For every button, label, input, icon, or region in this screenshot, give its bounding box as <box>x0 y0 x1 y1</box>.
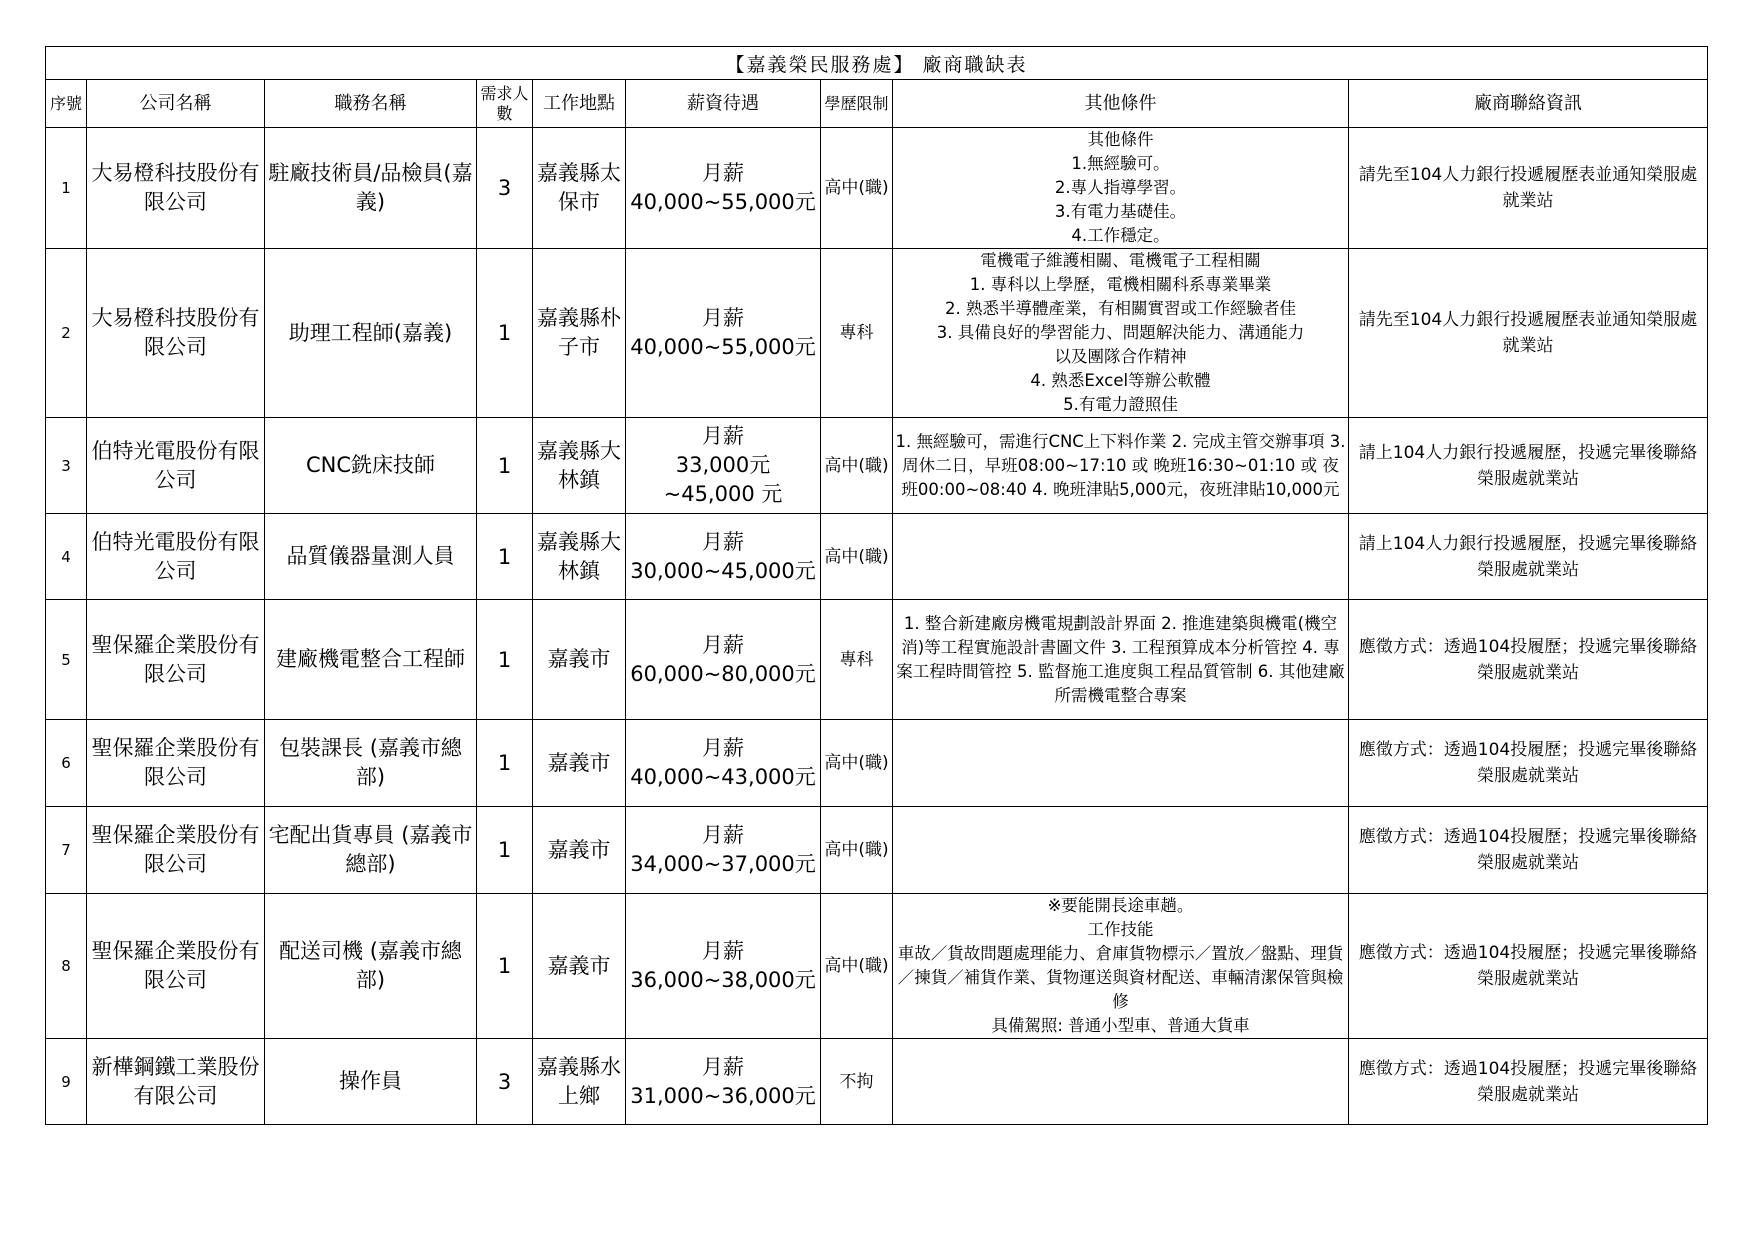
table-header-row <box>46 80 1708 128</box>
row-education: 高中(職) <box>821 720 893 807</box>
row-salary <box>626 894 821 1039</box>
table-row <box>46 514 1708 600</box>
header-education: 學歷限制 <box>821 80 893 128</box>
salary-type: 月薪 <box>702 529 744 554</box>
row-job-title: 品質儀器量測人員 <box>265 514 477 600</box>
row-location: 嘉義市 <box>533 807 626 894</box>
header-salary: 薪資待遇 <box>626 80 821 128</box>
row-conditions <box>893 894 1349 1039</box>
row-conditions <box>893 514 1349 600</box>
row-seq: 1 <box>46 128 87 249</box>
row-conditions <box>893 720 1349 807</box>
row-seq: 8 <box>46 894 87 1039</box>
table-row <box>46 600 1708 720</box>
condition-line: ※要能開長途車趟。 <box>1047 896 1194 915</box>
table-row <box>46 1039 1708 1125</box>
table-row <box>46 894 1708 1039</box>
row-education: 專科 <box>821 600 893 720</box>
row-job-title: 建廠機電整合工程師 <box>265 600 477 720</box>
row-salary <box>626 600 821 720</box>
salary-range: 40,000~55,000元 <box>630 335 816 359</box>
row-location: 嘉義縣朴子市 <box>533 249 626 418</box>
row-contact-info: 應徵方式：透過104投履歷；投遞完畢後聯絡榮服處就業站 <box>1349 894 1708 1039</box>
row-company: 聖保羅企業股份有限公司 <box>87 807 265 894</box>
row-education: 高中(職) <box>821 514 893 600</box>
row-contact-info: 應徵方式：透過104投履歷；投遞完畢後聯絡榮服處就業站 <box>1349 807 1708 894</box>
row-company: 大易橙科技股份有限公司 <box>87 249 265 418</box>
row-seq: 6 <box>46 720 87 807</box>
row-education: 高中(職) <box>821 894 893 1039</box>
salary-range: 36,000~38,000元 <box>630 968 816 992</box>
row-education: 專科 <box>821 249 893 418</box>
condition-line: 車故／貨故問題處理能力、倉庫貨物標示／置放／盤點、理貨／揀貨／補貨作業、貨物運送與資材配送、車輛清潔保管與檢修 <box>897 944 1344 1011</box>
row-headcount: 1 <box>477 600 533 720</box>
row-contact-info: 請先至104人力銀行投遞履歷表並通知榮服處就業站 <box>1349 249 1708 418</box>
salary-type: 月薪 <box>702 424 744 448</box>
row-seq: 2 <box>46 249 87 418</box>
condition-line: 1.無經驗可。 <box>1071 154 1170 173</box>
condition-line: 1. 整合新建廠房機電規劃設計界面 2. 推進建築與機電(機空消)等工程實施設計書圖文件 3. 工程預算成本分析管控 4. 專案工程時間管控 5. 監督施工進度與工程品質管制 6. 其他建廠所需機電整合專案 <box>896 613 1345 705</box>
row-conditions <box>893 807 1349 894</box>
table-row <box>46 418 1708 514</box>
salary-type: 月薪 <box>702 632 744 657</box>
row-conditions <box>893 128 1349 249</box>
row-salary <box>626 720 821 807</box>
sheet-title: 【嘉義榮民服務處】 廠商職缺表 <box>46 47 1708 80</box>
salary-type: 月薪 <box>702 939 744 963</box>
row-company: 聖保羅企業股份有限公司 <box>87 720 265 807</box>
row-seq: 4 <box>46 514 87 600</box>
row-education: 高中(職) <box>821 128 893 249</box>
table-row <box>46 807 1708 894</box>
salary-range: 60,000~80,000元 <box>630 661 816 686</box>
row-conditions <box>893 1039 1349 1125</box>
row-headcount: 1 <box>477 418 533 514</box>
row-education: 不拘 <box>821 1039 893 1125</box>
salary-range: 40,000~55,000元 <box>630 190 816 214</box>
row-salary <box>626 128 821 249</box>
condition-line: 5.有電力證照佳 <box>1063 395 1178 414</box>
row-contact-info: 請上104人力銀行投遞履歷，投遞完畢後聯絡榮服處就業站 <box>1349 418 1708 514</box>
condition-line: 2.專人指導學習。 <box>1054 178 1187 197</box>
row-company: 大易橙科技股份有限公司 <box>87 128 265 249</box>
condition-line: 3.有電力基礎佳。 <box>1054 202 1187 221</box>
row-headcount: 1 <box>477 514 533 600</box>
table-row <box>46 720 1708 807</box>
row-conditions <box>893 249 1349 418</box>
row-job-title: 操作員 <box>265 1039 477 1125</box>
table-row <box>46 128 1708 249</box>
salary-type: 月薪 <box>702 1054 744 1079</box>
salary-type: 月薪 <box>702 736 744 760</box>
row-job-title: 宅配出貨專員 (嘉義市總部) <box>265 807 477 894</box>
condition-line: 具備駕照: 普通小型車、普通大貨車 <box>991 1016 1250 1035</box>
salary-type: 月薪 <box>702 306 744 330</box>
condition-line: 以及團隊合作精神 <box>1054 347 1187 366</box>
row-conditions <box>893 600 1349 720</box>
header-count: 需求人數 <box>477 80 533 128</box>
condition-line: 4.工作穩定。 <box>1071 226 1170 245</box>
condition-line: 2. 熟悉半導體產業，有相關實習或工作經驗者佳 <box>945 299 1296 318</box>
row-location: 嘉義縣水上鄉 <box>533 1039 626 1125</box>
salary-range: 30,000~45,000元 <box>630 558 816 583</box>
row-salary <box>626 807 821 894</box>
row-headcount: 1 <box>477 807 533 894</box>
condition-line: 1. 專科以上學歷，電機相關科系專業畢業 <box>969 275 1272 294</box>
condition-line: 4. 熟悉Excel等辦公軟體 <box>1030 371 1211 390</box>
row-education: 高中(職) <box>821 418 893 514</box>
condition-line: 其他條件 <box>1087 130 1154 149</box>
row-headcount: 3 <box>477 1039 533 1125</box>
condition-line: 1. 無經驗可，需進行CNC上下料作業 2. 完成主管交辦事項 3. 周休二日，早班08:00~17:10 或 晚班16:30~01:10 或 夜班00:00~08:40 4. 晚班津貼5,000元，夜班津貼10,000元 <box>895 431 1346 499</box>
salary-type: 月薪 <box>702 823 744 847</box>
salary-range: 33,000元 ~45,000 元 <box>663 453 783 506</box>
row-location: 嘉義市 <box>533 600 626 720</box>
table-row <box>46 249 1708 418</box>
row-job-title: 配送司機 (嘉義市總部) <box>265 894 477 1039</box>
row-location: 嘉義縣大林鎮 <box>533 514 626 600</box>
salary-range: 34,000~37,000元 <box>630 852 816 876</box>
row-headcount: 1 <box>477 249 533 418</box>
row-job-title: CNC銑床技師 <box>265 418 477 514</box>
header-contact: 廠商聯絡資訊 <box>1349 80 1708 128</box>
row-headcount: 3 <box>477 128 533 249</box>
row-seq: 9 <box>46 1039 87 1125</box>
row-salary <box>626 514 821 600</box>
row-company: 聖保羅企業股份有限公司 <box>87 894 265 1039</box>
row-location: 嘉義市 <box>533 720 626 807</box>
row-job-title: 助理工程師(嘉義) <box>265 249 477 418</box>
row-salary <box>626 418 821 514</box>
row-headcount: 1 <box>477 894 533 1039</box>
condition-line: 3. 具備良好的學習能力、問題解決能力、溝通能力 <box>936 323 1305 342</box>
row-location: 嘉義縣大林鎮 <box>533 418 626 514</box>
row-contact-info: 應徵方式：透過104投履歷；投遞完畢後聯絡榮服處就業站 <box>1349 1039 1708 1125</box>
row-company: 新樺鋼鐵工業股份有限公司 <box>87 1039 265 1125</box>
row-contact-info: 應徵方式：透過104投履歷；投遞完畢後聯絡榮服處就業站 <box>1349 600 1708 720</box>
header-conditions: 其他條件 <box>893 80 1349 128</box>
row-company: 伯特光電股份有限公司 <box>87 418 265 514</box>
row-seq: 5 <box>46 600 87 720</box>
row-job-title: 包裝課長 (嘉義市總部) <box>265 720 477 807</box>
row-headcount: 1 <box>477 720 533 807</box>
header-seq: 序號 <box>46 80 87 128</box>
salary-type: 月薪 <box>702 161 744 185</box>
job-listing-sheet <box>45 46 1707 1125</box>
row-contact-info: 請先至104人力銀行投遞履歷表並通知榮服處就業站 <box>1349 128 1708 249</box>
row-company: 聖保羅企業股份有限公司 <box>87 600 265 720</box>
condition-line: 電機電子維護相關、電機電子工程相關 <box>980 251 1261 270</box>
header-location: 工作地點 <box>533 80 626 128</box>
row-seq: 7 <box>46 807 87 894</box>
row-location: 嘉義縣太保市 <box>533 128 626 249</box>
condition-line: 工作技能 <box>1087 920 1154 939</box>
row-seq: 3 <box>46 418 87 514</box>
row-job-title: 駐廠技術員/品檢員(嘉義) <box>265 128 477 249</box>
row-education: 高中(職) <box>821 807 893 894</box>
header-company: 公司名稱 <box>87 80 265 128</box>
row-conditions <box>893 418 1349 514</box>
row-contact-info: 應徵方式：透過104投履歷；投遞完畢後聯絡榮服處就業站 <box>1349 720 1708 807</box>
row-location: 嘉義市 <box>533 894 626 1039</box>
header-job: 職務名稱 <box>265 80 477 128</box>
row-salary <box>626 249 821 418</box>
salary-range: 40,000~43,000元 <box>630 765 816 789</box>
row-salary <box>626 1039 821 1125</box>
row-company: 伯特光電股份有限公司 <box>87 514 265 600</box>
row-contact-info: 請上104人力銀行投遞履歷，投遞完畢後聯絡榮服處就業站 <box>1349 514 1708 600</box>
salary-range: 31,000~36,000元 <box>630 1083 816 1108</box>
job-table <box>45 46 1708 1125</box>
